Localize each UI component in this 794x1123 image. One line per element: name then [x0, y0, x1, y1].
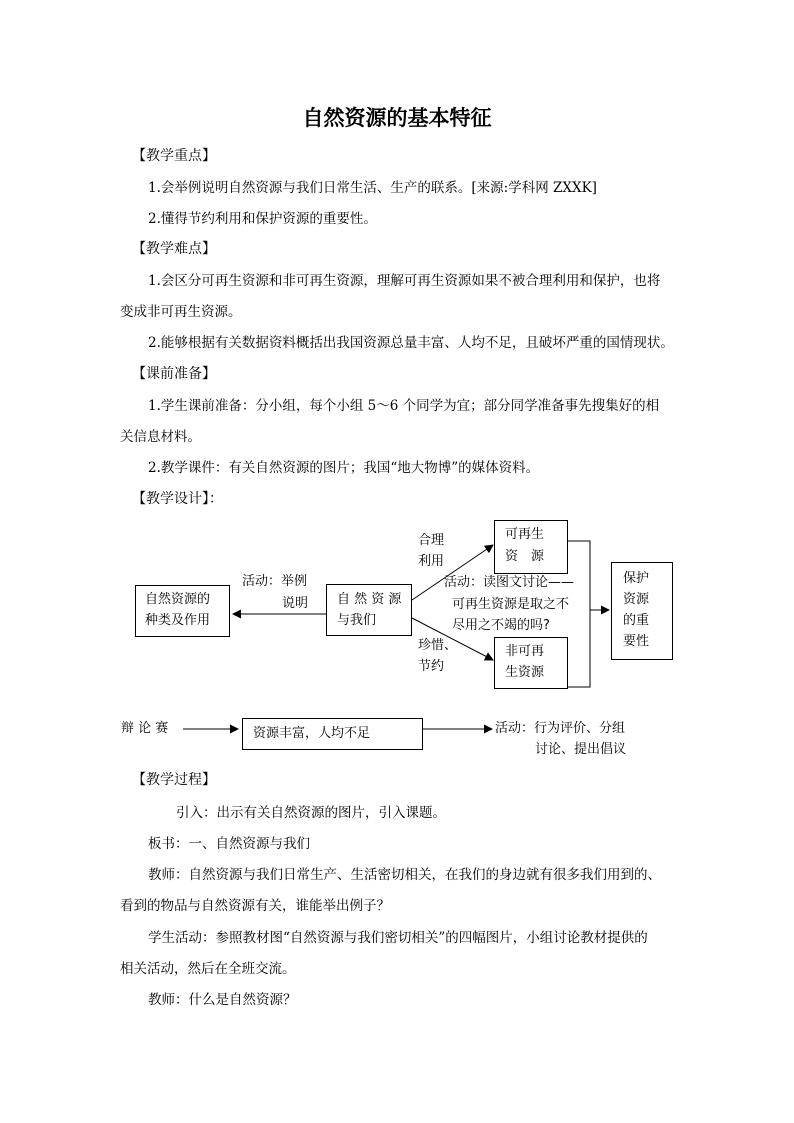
student-1-line-1: 学生活动：参照教材图“自然资源与我们密切相关”的四幅图片，小组讨论教材提供的 — [148, 930, 648, 946]
difficulty-1-line-2: 变成非可再生资源。 — [120, 304, 242, 320]
prep-2: 2.教学课件：有关自然资源的图片；我国“地大物博”的媒体资料。 — [148, 460, 540, 476]
box-renewable-line-1: 可再生 — [505, 527, 545, 542]
key-point-2: 2.懂得节约利用和保护资源的重要性。 — [148, 211, 377, 227]
label-cherish-1: 珍惜、 — [418, 638, 458, 653]
key-point-1: 1.会举例说明自然资源与我们日常生活、生产的联系。[来源:学科网 ZXXK] — [148, 180, 597, 196]
teacher-1-line-2: 看到的物品与自然资源有关，谁能举出例子？ — [120, 898, 390, 914]
label-reasonable-2: 利用 — [418, 554, 445, 569]
teacher-1-line-1: 教师：自然资源与我们日常生产、生活密切相关，在我们的身边就有很多我们用到的、 — [148, 867, 661, 883]
label-cherish-2: 节约 — [418, 659, 445, 674]
box-nonrenewable — [494, 637, 568, 689]
box-protect-line-3: 的重 — [623, 613, 650, 628]
difficulty-heading: 【教学难点】 — [132, 241, 216, 257]
box-resource-types — [135, 585, 230, 637]
process-intro: 引入：出示有关自然资源的图片，引入课题。 — [176, 805, 446, 821]
key-points-heading: 【教学重点】 — [132, 148, 216, 164]
label-debate: 辩 论 赛 — [121, 721, 169, 736]
box-protect-line-4: 要性 — [623, 634, 650, 649]
box-renewable — [494, 520, 568, 574]
box-resources-and-us-line-2: 与我们 — [337, 613, 377, 628]
process-heading: 【教学过程】 — [132, 772, 216, 788]
bracket-line — [567, 541, 590, 687]
label-discuss-2: 可再生资源是取之不 — [452, 597, 570, 612]
prep-heading: 【课前准备】 — [132, 366, 216, 382]
box-resources-and-us-line-1: 自 然 资 源 — [337, 592, 402, 607]
box-rich-text: 资源丰富，人均不足 — [253, 726, 371, 741]
teacher-2: 教师：什么是自然资源？ — [148, 992, 297, 1008]
student-1-line-2: 相关活动，然后在全班交流。 — [120, 961, 296, 977]
box-protect-line-1: 保护 — [623, 571, 650, 586]
box-protect-importance — [611, 562, 673, 660]
label-discuss-3: 尽用之不竭的吗? — [452, 618, 550, 633]
label-activity-example-2: 说明 — [282, 596, 309, 611]
box-renewable-line-2: 资 源 — [505, 549, 545, 564]
prep-1-line-1: 1.学生课前准备：分小组，每个小组 5～6 个同学为宜；部分同学准备事先搜集好的相 — [148, 398, 660, 414]
box-nonrenewable-line-2: 生资源 — [505, 665, 545, 680]
process-board: 板书：一、自然资源与我们 — [148, 836, 310, 852]
box-nonrenewable-line-1: 非可再 — [505, 644, 545, 659]
label-evaluate-2: 讨论、提出倡议 — [535, 742, 627, 757]
label-evaluate-1: 活动：行为评价、分组 — [495, 721, 626, 736]
difficulty-2: 2.能够根据有关数据资料概括出我国资源总量丰富、人均不足，且破坏严重的国情现状。 — [148, 335, 674, 351]
box-resource-types-line-1: 自然资源的 — [145, 592, 211, 607]
box-resource-types-line-2: 种类及作用 — [145, 613, 211, 628]
difficulty-1-line-1: 1.会区分可再生资源和非可再生资源，理解可再生资源如果不被合理利用和保护，也将 — [148, 273, 661, 289]
label-reasonable-1: 合理 — [418, 533, 445, 548]
label-discuss-1: 活动：读图文讨论—— — [444, 575, 575, 590]
design-heading: 【教学设计】： — [132, 491, 223, 507]
box-resources-and-us — [326, 584, 412, 636]
box-protect-line-2: 资源 — [623, 592, 650, 607]
label-activity-example-1: 活动：举例 — [242, 574, 308, 589]
prep-1-line-2: 关信息材料。 — [120, 429, 201, 445]
page-title: 自然资源的基本特征 — [302, 105, 492, 130]
box-rich-but-insufficient — [242, 718, 423, 750]
